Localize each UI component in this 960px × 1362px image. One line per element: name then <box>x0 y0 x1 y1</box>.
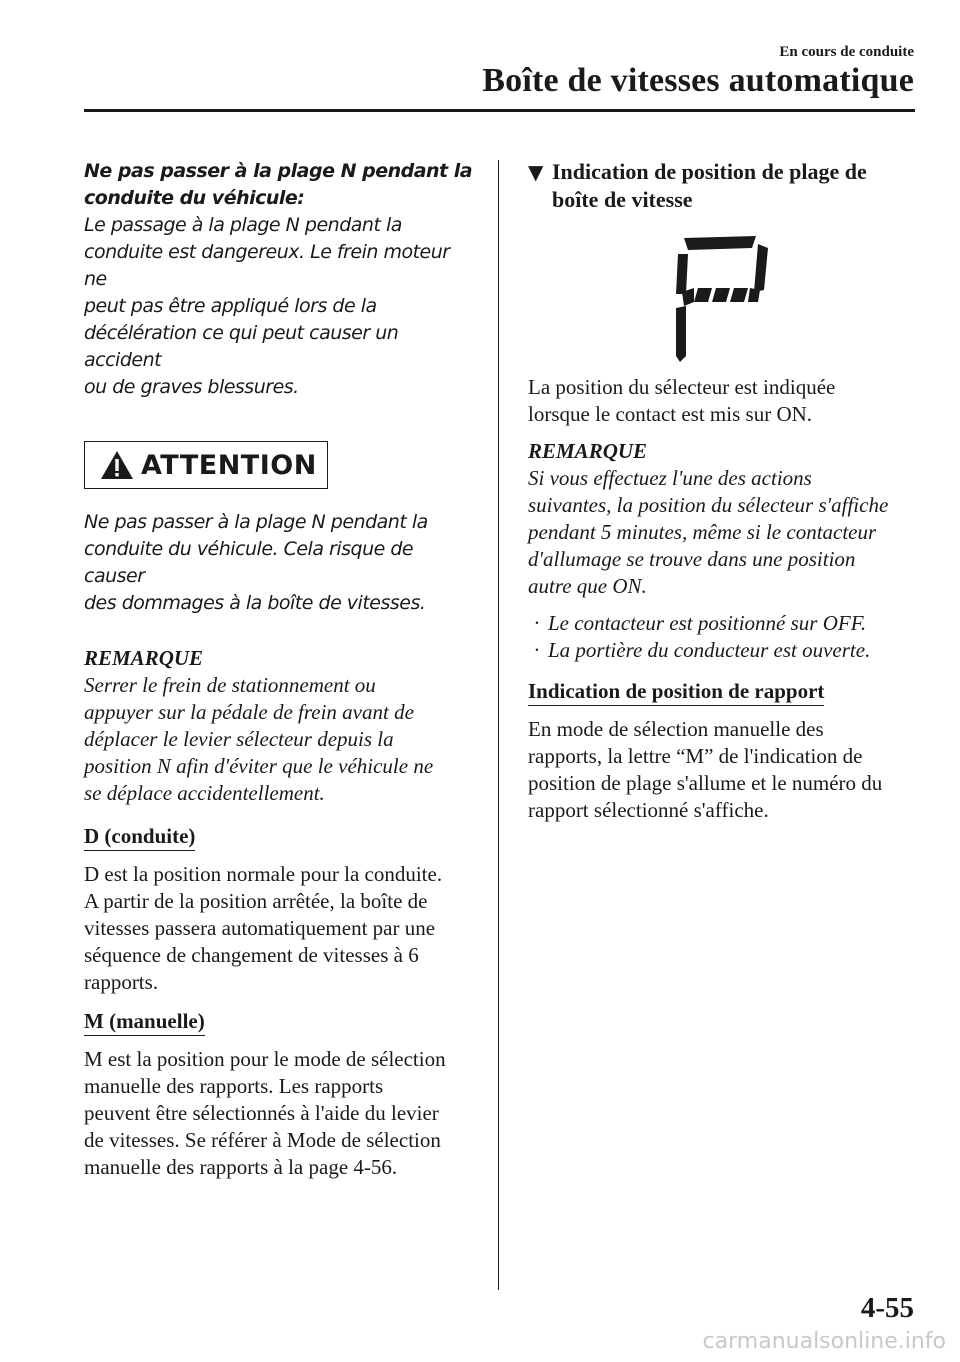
site-watermark: carmanualsonline.info <box>702 1329 946 1354</box>
remarque-line: Serrer le frein de stationnement ou <box>84 673 376 697</box>
warning-title-line: Ne pas passer à la plage N pendant la <box>84 160 473 182</box>
remarque-label: REMARQUE <box>528 439 648 463</box>
d-body-line: vitesses passera automatiquement par une <box>84 916 436 940</box>
warning-body-line: conduite est dangereux. Le frein moteur ne <box>84 241 450 290</box>
attention-body-line: Ne pas passer à la plage N pendant la <box>84 511 428 533</box>
d-section <box>84 823 474 996</box>
warning-body-line: ou de graves blessures. <box>84 376 299 398</box>
m-body-line: peuvent être sélectionnés à l'aide du levier <box>84 1101 439 1125</box>
remarque-block <box>84 645 474 807</box>
remarque-block-right <box>528 438 918 600</box>
remarque-line: suivantes, la position du sélecteur s'affiche <box>528 493 889 517</box>
bullet-list <box>528 610 918 664</box>
warning-body-line: Le passage à la plage N pendant la <box>84 214 402 236</box>
rapport-body-line: rapports, la lettre “M” de l'indication de <box>528 744 863 768</box>
rapport-section <box>528 678 918 824</box>
left-column <box>84 158 474 1181</box>
section-label: En cours de conduite <box>779 44 914 60</box>
list-item <box>528 610 918 637</box>
section-title-line: Indication de position de plage de <box>552 159 867 184</box>
remarque-line: position N afin d'éviter que le véhicule ne <box>84 754 434 778</box>
remarque-line: appuyer sur la pédale de frein avant de <box>84 700 414 724</box>
section-title-line: boîte de vitesse <box>552 187 693 212</box>
d-body-line: A partir de la position arrêtée, la boîte de <box>84 889 428 913</box>
caption-line: lorsque le contact est mis sur ON. <box>528 402 813 426</box>
rapport-body-line: rapport sélectionné s'affiche. <box>528 798 769 822</box>
warning-body-line: peut pas être appliqué lors de la <box>84 295 377 317</box>
attention-body-line: des dommages à la boîte de vitesses. <box>84 592 426 614</box>
column-divider <box>498 160 499 1290</box>
attention-body <box>84 509 474 617</box>
warning-title-line: conduite du véhicule: <box>84 187 305 209</box>
attention-box <box>84 441 328 489</box>
display-caption <box>528 374 918 428</box>
list-item <box>528 637 918 664</box>
rapport-body-line: position de plage s'allume et le numéro du <box>528 771 883 795</box>
bullet-icon: · <box>534 638 540 662</box>
warning-block <box>84 158 474 401</box>
m-body-line: manuelle des rapports. Les rapports <box>84 1074 384 1098</box>
d-body-line: séquence de changement de vitesses à 6 <box>84 943 419 967</box>
m-heading: M (manuelle) <box>84 1008 205 1036</box>
gear-display-p-figure <box>676 232 768 362</box>
chapter-title: Boîte de vitesses automatique <box>482 62 914 99</box>
bullet-text: Le contacteur est positionné sur OFF. <box>548 611 867 635</box>
m-body-line: M est la position pour le mode de sélection <box>84 1047 446 1071</box>
warning-body-line: décélération ce qui peut causer un accident <box>84 322 399 371</box>
remarque-line: Si vous effectuez l'une des actions <box>528 466 812 490</box>
d-body-line: rapports. <box>84 970 159 994</box>
section-heading <box>528 158 918 214</box>
remarque-line: se déplace accidentellement. <box>84 781 325 805</box>
d-body-line: D est la position normale pour la conduite. <box>84 862 443 886</box>
page-header <box>0 0 960 120</box>
rapport-heading: Indication de position de rapport <box>528 678 824 706</box>
right-column <box>528 158 918 824</box>
remarque-line: autre que ON. <box>528 574 647 598</box>
m-body-line: de vitesses. Se référer à Mode de sélection <box>84 1128 441 1152</box>
remarque-line: déplacer le levier sélecteur depuis la <box>84 727 394 751</box>
remarque-line: d'allumage se trouve dans une position <box>528 547 856 571</box>
rapport-body-line: En mode de sélection manuelle des <box>528 717 824 741</box>
attention-body-line: conduite du véhicule. Cela risque de causer <box>84 538 414 587</box>
remarque-label: REMARQUE <box>84 646 204 670</box>
m-section <box>84 1008 474 1181</box>
d-heading: D (conduite) <box>84 823 195 851</box>
page-number: 4-55 <box>860 1292 914 1324</box>
triangle-down-icon: ▼ <box>528 160 544 184</box>
m-body-line: manuelle des rapports à la page 4-56. <box>84 1155 398 1179</box>
warning-triangle-icon <box>99 449 135 481</box>
bullet-icon: · <box>534 611 540 635</box>
caption-line: La position du sélecteur est indiquée <box>528 375 836 399</box>
attention-label: ATTENTION <box>141 449 317 481</box>
bullet-text: La portière du conducteur est ouverte. <box>548 638 871 662</box>
remarque-line: pendant 5 minutes, même si le contacteur <box>528 520 877 544</box>
header-rule <box>84 109 915 112</box>
